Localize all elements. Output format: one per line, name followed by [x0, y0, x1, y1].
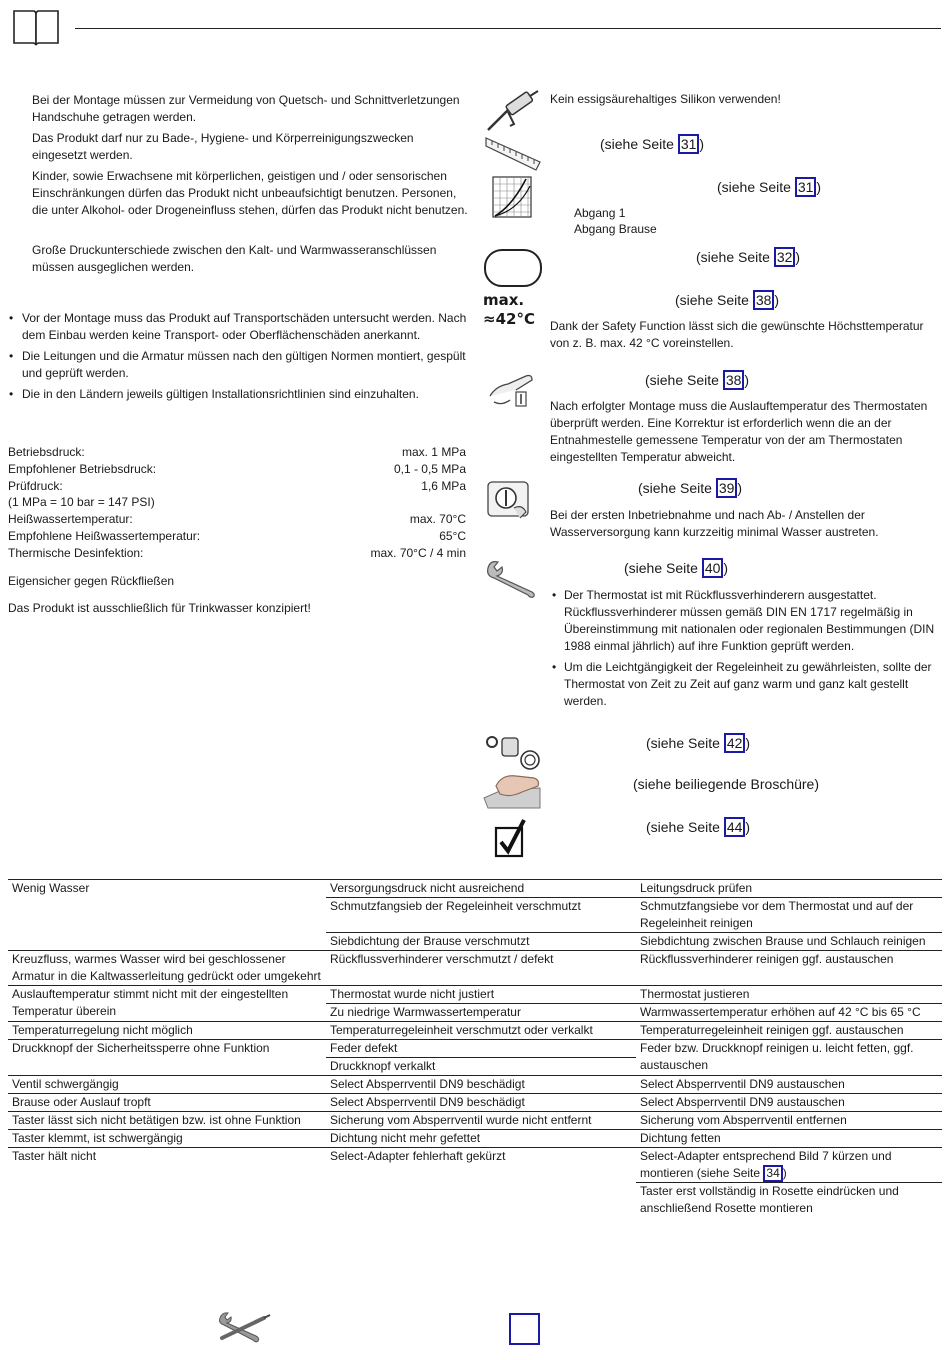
cause-cell: Rückflussverhinderer verschmutzt / defekt [326, 951, 636, 986]
problem-cell: Kreuzfluss, warmes Wasser wird bei geschlossener Armatur in die Kaltwasserleitung gedrückt oder umgekehrt [8, 951, 326, 986]
page-number-box[interactable]: 42 [724, 733, 746, 753]
spec-label: Empfohlener Betriebsdruck: [8, 461, 157, 476]
spec-row [8, 478, 466, 495]
fix-cell: Thermostat justieren [636, 986, 942, 1004]
ref-prefix: (siehe Seite [645, 372, 723, 388]
spec-value: max. 70°C / 4 min [370, 545, 466, 560]
cause-cell: Select Absperrventil DN9 beschädigt [326, 1094, 636, 1112]
problem-cell: Taster lässt sich nicht betätigen bzw. ist ohne Funktion [8, 1112, 326, 1130]
page-number-box[interactable]: 44 [724, 817, 746, 837]
ref-prefix: (siehe Seite [646, 735, 724, 751]
book-icon [12, 7, 60, 47]
spec-label: (1 MPa = 10 bar = 147 PSI) [8, 495, 155, 510]
technical-data [8, 444, 466, 562]
checkbox-icon [494, 818, 528, 858]
spec-row [8, 528, 466, 545]
safety-paragraph: Kinder, sowie Erwachsene mit körperlichen, geistigen und / oder sensorischen Einschränkungen dürfen das Produkt nicht unbeaufsichtigt benutzen. Personen, die unter Alkohol- oder Drogeneinfluss stehen, dürfen das Produkt nicht benutzen. [32, 169, 468, 217]
spec-label: Betriebsdruck: [8, 445, 85, 459]
cleaning-ref: (siehe beiliegende Broschüre) [633, 776, 819, 792]
backflow-note: Eigensicher gegen Rückfließen [8, 574, 175, 588]
table-row [8, 1130, 942, 1148]
page-number-box[interactable]: 39 [716, 478, 738, 498]
table-row [8, 1148, 942, 1183]
problem-cell: Wenig Wasser [8, 880, 326, 951]
fix-cell: Temperaturregeleinheit reinigen ggf. austauschen [636, 1022, 942, 1040]
outlet-label: Abgang Brause [574, 222, 657, 236]
cause-cell: Select-Adapter fehlerhaft gekürzt [326, 1148, 636, 1218]
table-row [8, 951, 942, 986]
safety-paragraph: Das Produkt darf nur zu Bade-, Hygiene- und Körperreinigungszwecken eingesetzt werden. [32, 131, 414, 162]
fix-cell: Taster erst vollständig in Rosette eindrücken und anschließend Rosette montieren [640, 1184, 899, 1215]
ref-suffix: ) [782, 1166, 787, 1180]
ref-prefix: (siehe Seite [600, 136, 678, 152]
mounting-notes [8, 310, 470, 407]
ref-prefix: (siehe Seite [638, 480, 716, 496]
table-row [8, 880, 942, 898]
cause-cell: Sicherung vom Absperrventil wurde nicht entfernt [326, 1112, 636, 1130]
spec-label: Heißwassertemperatur: [8, 512, 133, 527]
ref-prefix: (siehe Seite [675, 292, 753, 308]
spec-value: 65°C [439, 528, 466, 543]
mounting-note: • Die in den Ländern jeweils gültigen Installationsrichtlinien sind einzuhalten. [8, 386, 470, 403]
cause-cell: Thermostat wurde nicht justiert [326, 986, 636, 1004]
cause-cell: Siebdichtung der Brause verschmutzt [326, 933, 636, 951]
max-temp-symbol [483, 291, 535, 329]
page-ref[interactable] [638, 478, 742, 498]
ruler-icon [484, 132, 542, 172]
spec-value: 1,6 MPa [421, 478, 466, 493]
spec-row [8, 461, 466, 478]
fix-cell: Warmwassertemperatur erhöhen auf 42 °C bis 65 °C [636, 1004, 942, 1022]
spec-row [8, 444, 466, 461]
table-row [8, 1076, 942, 1094]
page-number-box[interactable]: 31 [678, 134, 700, 154]
wrench-icon [484, 558, 540, 598]
cause-cell: Feder defekt [326, 1040, 636, 1058]
spare-parts-icon [484, 732, 542, 772]
spec-label: Empfohlene Heißwassertemperatur: [8, 528, 201, 543]
cause-cell: Versorgungsdruck nicht ausreichend [326, 880, 636, 898]
troubleshooting-table [8, 879, 942, 1217]
page-number-box[interactable]: 40 [702, 558, 724, 578]
fix-cell: Select Absperrventil DN9 austauschen [636, 1076, 942, 1094]
ref-suffix: ) [745, 819, 751, 835]
cause-cell: Select Absperrventil DN9 beschädigt [326, 1076, 636, 1094]
silicone-note: Kein essigsäurehaltiges Silikon verwenden! [550, 92, 781, 106]
table-row [8, 986, 942, 1004]
problem-cell: Ventil schwergängig [8, 1076, 326, 1094]
ref-suffix: ) [737, 480, 743, 496]
table-row [8, 1040, 942, 1058]
problem-cell: Taster klemmt, ist schwergängig [8, 1130, 326, 1148]
spec-label: Prüfdruck: [8, 478, 63, 493]
cause-cell: Dichtung nicht mehr gefettet [326, 1130, 636, 1148]
page-ref[interactable] [624, 558, 728, 578]
fix-cell: Feder bzw. Druckknopf reinigen u. leicht fetten, ggf. austauschen [636, 1040, 942, 1076]
cause-cell: Temperaturregeleinheit verschmutzt oder verkalkt [326, 1022, 636, 1040]
cleaning-hand-icon [482, 772, 542, 810]
page-number-square [509, 1313, 540, 1345]
page-ref[interactable] [675, 290, 779, 310]
page-number-box[interactable]: 38 [723, 370, 745, 390]
page-ref[interactable] [600, 134, 704, 154]
spec-value: max. 1 MPa [401, 445, 466, 459]
tools-icon [216, 1310, 274, 1346]
spec-row [8, 494, 466, 511]
ref-prefix: (siehe Seite [624, 560, 702, 576]
page-number-box[interactable]: 32 [774, 247, 796, 267]
spec-value: 0,1 - 0,5 MPa [393, 461, 466, 476]
table-row [8, 1112, 942, 1130]
page-number-box[interactable]: 31 [795, 177, 817, 197]
page-ref[interactable] [717, 177, 821, 197]
fix-cell [636, 1148, 942, 1183]
thermometer-hand-icon [486, 366, 538, 410]
page-ref[interactable] [696, 247, 800, 267]
problem-cell: Druckknopf der Sicherheitssperre ohne Funktion [8, 1040, 326, 1076]
table-row [8, 1094, 942, 1112]
ref-suffix: ) [745, 735, 751, 751]
spec-value: max. 70°C [409, 512, 466, 527]
fix-cell: Leitungsdruck prüfen [636, 880, 942, 898]
spec-row [8, 511, 466, 528]
symbol-oval-icon [484, 249, 542, 287]
header-rule [75, 28, 941, 29]
spec-row [8, 545, 466, 562]
cause-cell: Schmutzfangsieb der Regeleinheit verschmutzt [326, 898, 636, 933]
safety-function-text: Dank der Safety Function lässt sich die gewünschte Höchsttemperatur von z. B. max. 42 °C voreinstellen. [550, 319, 924, 350]
safety-paragraph: Große Druckunterschiede zwischen den Kalt- und Warmwasseranschlüssen müssen ausgeglichen werden. [32, 243, 437, 274]
page-number-box[interactable]: 38 [753, 290, 775, 310]
ref-suffix: ) [744, 372, 750, 388]
handle-turn-icon [486, 478, 534, 520]
ref-prefix: (siehe Seite [717, 179, 795, 195]
problem-cell: Brause oder Auslauf tropft [8, 1094, 326, 1112]
fix-text: Select-Adapter entsprechend Bild 7 kürzen und montieren (siehe Seite [640, 1149, 892, 1180]
page-number-box[interactable]: 34 [763, 1165, 782, 1182]
silicone-gun-icon [484, 90, 540, 134]
fix-cell: Schmutzfangsiebe vor dem Thermostat und auf der Regeleinheit reinigen [636, 898, 942, 933]
page-ref[interactable] [645, 370, 749, 390]
temp-label: ≈42°C [483, 310, 535, 328]
ref-prefix: (siehe Seite [696, 249, 774, 265]
problem-cell: Auslauftemperatur stimmt nicht mit der eingestellten Temperatur überein [8, 986, 326, 1022]
fix-cell: Siebdichtung zwischen Brause und Schlauch reinigen [636, 933, 942, 951]
outlet-label: Abgang 1 [574, 206, 626, 220]
cause-cell: Zu niedrige Warmwassertemperatur [326, 1004, 636, 1022]
table-row [8, 1022, 942, 1040]
fix-cell: Dichtung fetten [636, 1130, 942, 1148]
drinking-water-note: Das Produkt ist ausschließlich für Trinkwasser konzipiert! [8, 601, 311, 615]
service-notes [550, 587, 942, 714]
max-label: max. [483, 291, 525, 309]
service-note: • Um die Leichtgängigkeit der Regeleinheit zu gewährleisten, sollte der Thermostat von Zeit zu Zeit auf ganz warm und ganz kalt gestellt werden. [550, 659, 942, 710]
mounting-note: • Die Leitungen und die Armatur müssen nach den gültigen Normen montiert, gespült und geprüft werden. [8, 348, 470, 382]
safety-paragraph: Bei der Montage müssen zur Vermeidung von Quetsch- und Schnittverletzungen Handschuhe getragen werden. [32, 93, 460, 124]
fix-cell: Select Absperrventil DN9 austauschen [636, 1094, 942, 1112]
service-note: • Der Thermostat ist mit Rückflussverhinderern ausgestattet. Rückflussverhinderer müssen gemäß DIN EN 1717 regelmäßig in Übereinstimmung mit nationalen oder regionalen Bestimmungen (DIN 1988 einmal jährlich) auf ihre Funktion geprüft werden. [550, 587, 942, 655]
fix-cell: Sicherung vom Absperrventil entfernen [636, 1112, 942, 1130]
ref-suffix: ) [723, 560, 729, 576]
page-ref[interactable] [646, 733, 750, 753]
mounting-note: • Vor der Montage muss das Produkt auf Transportschäden untersucht werden. Nach dem Einbau werden keine Transport- oder Oberflächenschäden anerkannt. [8, 310, 470, 344]
page-ref[interactable] [646, 817, 750, 837]
spec-label: Thermische Desinfektion: [8, 545, 144, 560]
adjust-text: Nach erfolgter Montage muss die Auslauftemperatur des Thermostaten überprüft werden. Eine Korrektur ist erforderlich wenn die an der Entnahmestelle gemessene Temperatur von der am Thermostaten eingestellten Temperatur abweicht. [550, 399, 928, 464]
ref-suffix: ) [774, 292, 780, 308]
problem-cell: Taster hält nicht [8, 1148, 326, 1218]
ref-suffix: ) [795, 249, 801, 265]
ref-suffix: ) [816, 179, 822, 195]
ref-suffix: ) [699, 136, 705, 152]
flow-diagram-icon [492, 176, 532, 218]
cause-cell: Druckknopf verkalkt [326, 1058, 636, 1076]
problem-cell: Temperaturregelung nicht möglich [8, 1022, 326, 1040]
ref-prefix: (siehe Seite [646, 819, 724, 835]
fix-cell: Rückflussverhinderer reinigen ggf. austauschen [636, 951, 942, 986]
operation-text: Bei der ersten Inbetriebnahme und nach Ab- / Anstellen der Wasserversorgung kann kurzzeitig minimal Wasser austreten. [550, 508, 879, 539]
